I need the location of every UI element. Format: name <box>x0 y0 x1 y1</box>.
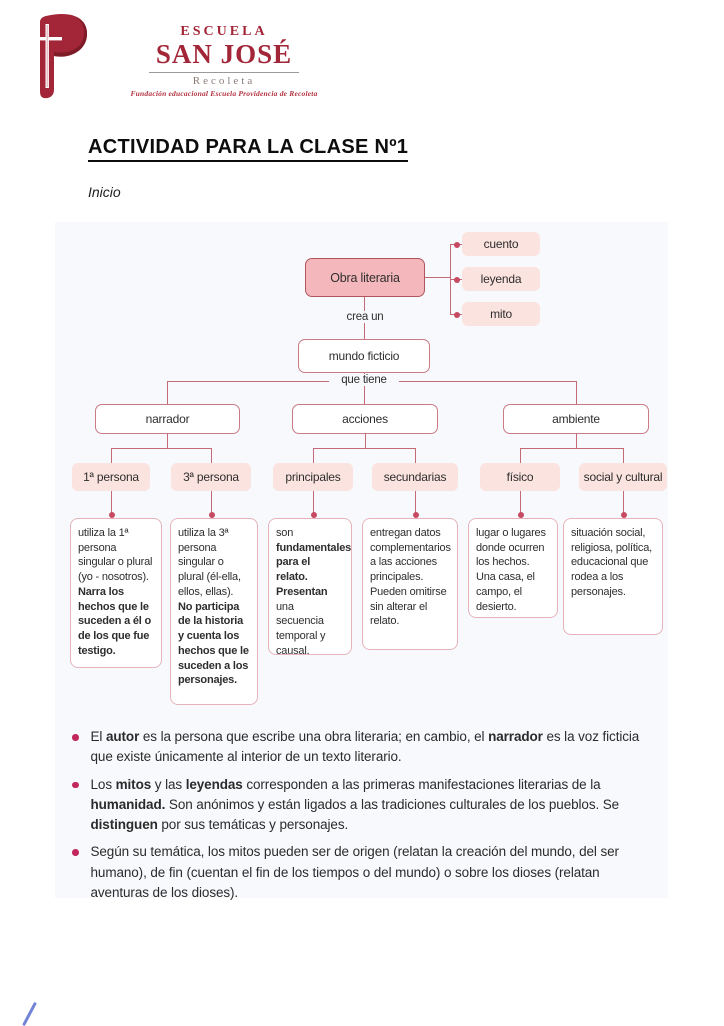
node-tercera-persona: 3ª persona <box>171 463 251 491</box>
connector-line <box>425 277 450 278</box>
note-text: Según su temática, los mitos pueden ser de origen (relatan la creación del mundo, del ser humano), de fin (cuentan el fin de los tiempos o del mundo) o sobre los dioses (relatan aventuras de los dioses). <box>90 844 619 900</box>
concept-map <box>55 222 668 898</box>
connector-line <box>111 448 211 449</box>
logo-divider <box>149 72 299 73</box>
node-secundarias: secundarias <box>372 463 458 491</box>
node-mundo-ficticio: mundo ficticio <box>298 339 430 373</box>
description-fisico: lugar o lugares donde ocurren los hechos. Una casa, el campo, el desierto. <box>468 518 558 618</box>
node-ambiente: ambiente <box>503 404 649 434</box>
section-label: Inicio <box>88 184 121 200</box>
connector-line <box>365 434 366 448</box>
node-mito: mito <box>462 302 540 326</box>
connector-line <box>211 448 212 463</box>
note-text: El autor es la persona que escribe una obra literaria; en cambio, el narrador es la voz ficticia que existe únicamente al interior de un texto literario. <box>90 729 640 765</box>
connector-line <box>111 448 112 463</box>
school-name: SAN JOSÉ <box>155 39 293 69</box>
description-social-cultural: situación social, religiosa, política, educacional que rodea a los personajes. <box>563 518 663 635</box>
connector-line <box>167 381 168 404</box>
list-item <box>68 842 658 903</box>
bullet-icon <box>72 734 79 741</box>
edge-label-crea-un: crea un <box>325 311 405 323</box>
connector-line <box>520 448 521 463</box>
connector-dot <box>454 242 460 248</box>
node-leyenda: leyenda <box>462 267 540 291</box>
page-title: ACTIVIDAD PARA LA CLASE Nº1 <box>88 136 408 162</box>
school-name-small: ESCUELA <box>180 24 268 39</box>
description-principales: son fundamentales para el relato. Presentan una secuencia temporal y causal. <box>268 518 352 655</box>
node-cuento: cuento <box>462 232 540 256</box>
node-social-cultural: social y cultural <box>579 463 667 491</box>
connector-line <box>576 381 577 404</box>
node-acciones: acciones <box>292 404 438 434</box>
school-logo-text <box>100 10 348 98</box>
bullet-icon <box>72 849 79 856</box>
bullet-icon <box>72 782 79 789</box>
node-obra-literaria: Obra literaria <box>305 258 425 297</box>
connector-dot <box>454 312 460 318</box>
connector-line <box>313 448 415 449</box>
description-secundarias: entregan datos complementarios a las acciones principales. Pueden omitirse sin alterar el relato. <box>362 518 458 650</box>
school-locality: Recoleta <box>192 75 256 88</box>
node-fisico: físico <box>480 463 560 491</box>
note-text: Los mitos y las leyendas corresponden a las primeras manifestaciones literarias de la humanidad. Son anónimos y están ligados a las tradiciones culturales de los pueblos. Se distinguen por sus temáticas y personajes. <box>90 776 620 832</box>
page-corner-mark <box>22 1002 37 1026</box>
notes-list <box>68 727 658 910</box>
node-principales: principales <box>273 463 353 491</box>
connector-dot <box>454 277 460 283</box>
connector-line <box>520 448 623 449</box>
school-foundation: Fundación educacional Escuela Providencia de Recoleta <box>130 89 318 99</box>
school-logo-mark-icon <box>30 10 92 102</box>
connector-line <box>415 448 416 463</box>
connector-line <box>167 434 168 448</box>
node-narrador: narrador <box>95 404 240 434</box>
connector-line <box>576 434 577 448</box>
connector-line <box>623 448 624 463</box>
edge-label-que-tiene: que tiene <box>329 374 399 386</box>
connector-line <box>313 448 314 463</box>
node-primera-persona: 1ª persona <box>72 463 150 491</box>
list-item <box>68 727 658 768</box>
description-tercera-persona: utiliza la 3ª persona singular o plural (él-ella, ellos, ellas). No participa de la historia y cuenta los hechos que le suceden a los personajes. <box>170 518 258 705</box>
description-primera-persona: utiliza la 1ª persona singular o plural (yo - nosotros). Narra los hechos que le suceden a él o de los que fue testigo. <box>70 518 162 668</box>
list-item <box>68 775 658 836</box>
school-logo <box>30 10 348 102</box>
